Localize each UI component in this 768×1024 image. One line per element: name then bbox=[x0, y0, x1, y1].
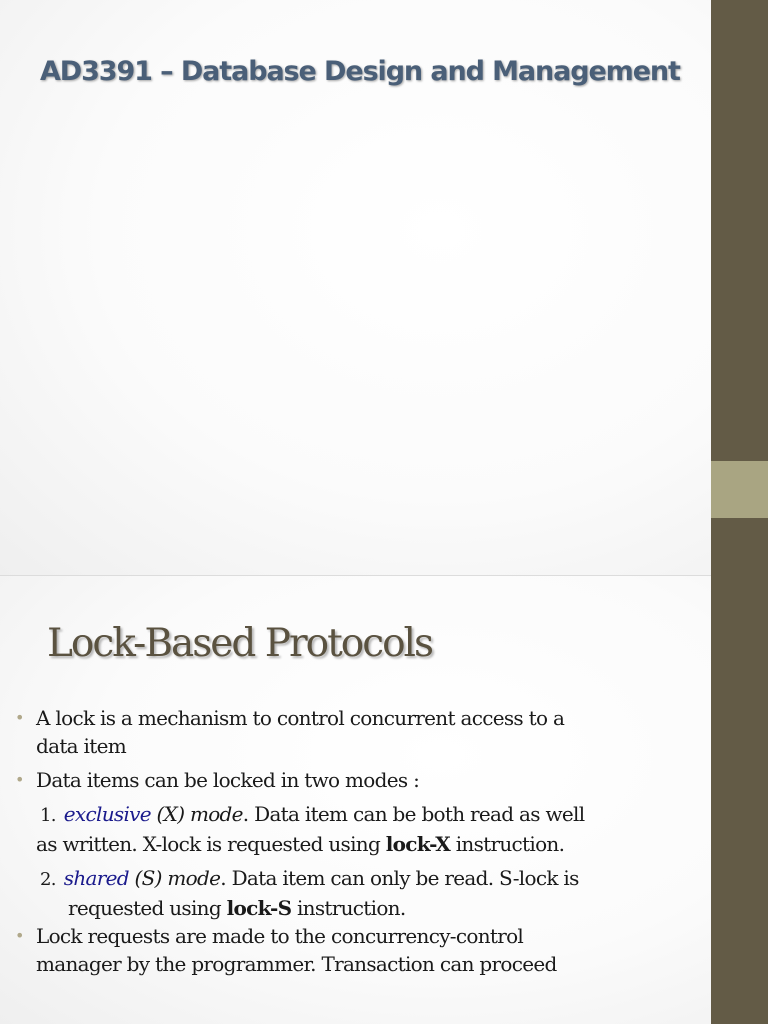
mode-continuation bbox=[36, 894, 591, 922]
bullet-dot-icon: • bbox=[15, 770, 24, 789]
sidebar-accent bbox=[711, 461, 768, 518]
mode-term: exclusive bbox=[63, 802, 151, 826]
bullet-item bbox=[0, 766, 711, 794]
mode-label: (S) mode bbox=[134, 866, 221, 890]
lock-instruction: lock-S bbox=[226, 896, 292, 920]
continuation-text: requested using bbox=[68, 896, 227, 920]
bullet-text: Data items can be locked in two modes : bbox=[36, 768, 420, 792]
lock-mode-item-shared bbox=[0, 864, 711, 922]
bullet-item bbox=[0, 922, 711, 978]
slide-2 bbox=[0, 576, 711, 1024]
mode-description-end: instruction. bbox=[450, 832, 565, 856]
mode-description-end: instruction. bbox=[291, 896, 406, 920]
bullet-dot-icon: • bbox=[15, 708, 24, 727]
bullet-text: Lock requests are made to the concurrency-control manager by the programmer. Transaction can proceed bbox=[36, 924, 557, 976]
mode-description: . Data item can only be read. S-lock is bbox=[220, 866, 579, 890]
mode-term: shared bbox=[63, 866, 129, 890]
mode-description: . Data item can be both read as well as written. X-lock is requested using bbox=[36, 802, 585, 856]
mode-label: (X) mode bbox=[156, 802, 243, 826]
bullet-dot-icon: • bbox=[15, 926, 24, 945]
bullet-item bbox=[0, 704, 711, 760]
lock-mode-item-exclusive bbox=[0, 800, 711, 858]
slide-title: Lock-Based Protocols bbox=[47, 621, 433, 666]
lock-instruction: lock-X bbox=[385, 832, 451, 856]
bullet-text: A lock is a mechanism to control concurrent access to a data item bbox=[36, 706, 565, 758]
course-title: AD3391 – Database Design and Management bbox=[40, 56, 680, 87]
slide-body bbox=[0, 704, 711, 984]
item-number: 2. bbox=[40, 869, 56, 890]
item-number: 1. bbox=[40, 805, 56, 826]
